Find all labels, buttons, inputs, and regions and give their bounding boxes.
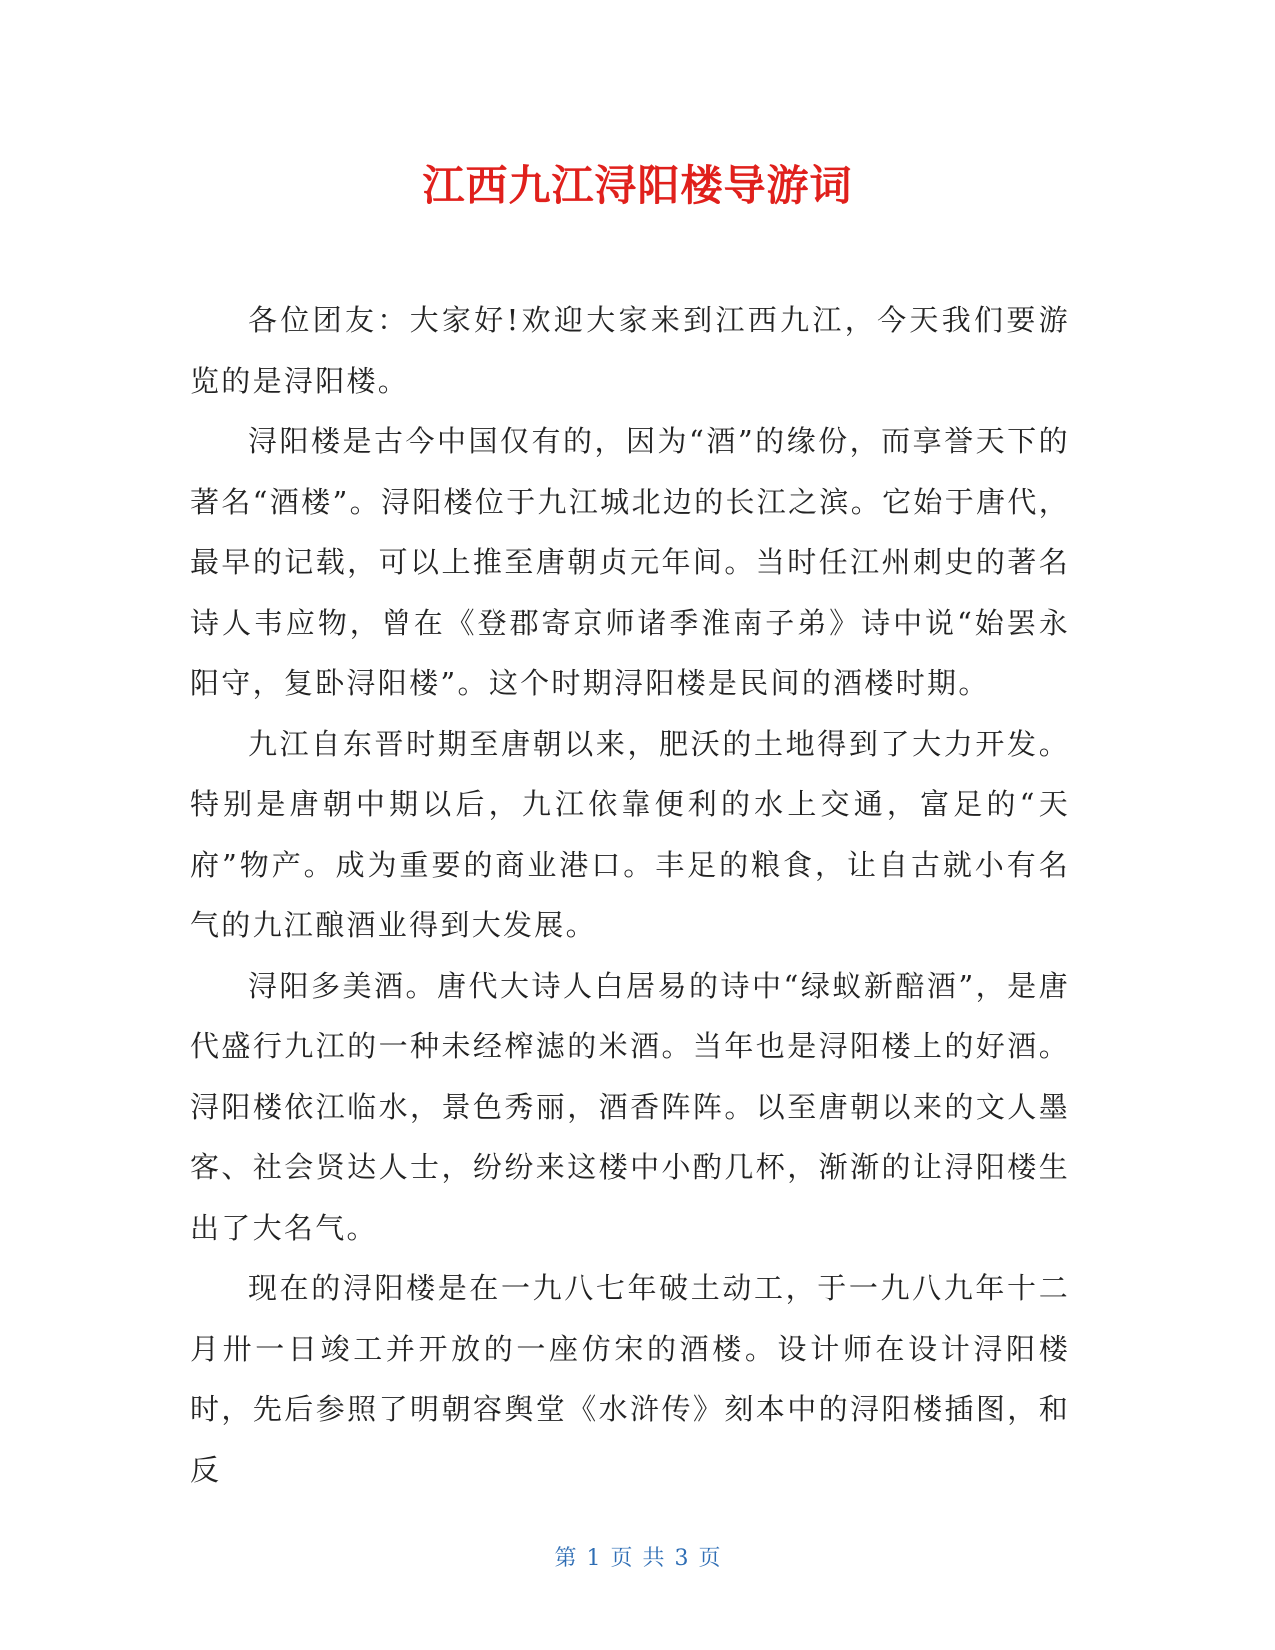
document-body [190, 290, 1070, 1500]
paragraph-modern-building: 现在的浔阳楼是在一九八七年破土动工，于一九八九年十二月卅一日竣工并开放的一座仿宋的酒楼。设计师在设计浔阳楼时，先后参照了明朝容舆堂《水浒传》刻本中的浔阳楼插图，和反 [190, 1271, 1070, 1487]
paragraph-greeting: 各位团友：大家好!欢迎大家来到江西九江，今天我们要游览的是浔阳楼。 [190, 303, 1070, 398]
total-label: 共 [642, 1546, 665, 1571]
page-number-footer [0, 1544, 1275, 1574]
current-page-number: 1 [586, 1546, 601, 1571]
total-pages-number: 3 [674, 1546, 689, 1571]
page-label-suffix: 页 [698, 1546, 721, 1571]
document-title: 江西九江浔阳楼导游词 [422, 161, 853, 210]
page-label-mid: 页 [610, 1546, 633, 1571]
paragraph-wine: 浔阳多美酒。唐代大诗人白居易的诗中“绿蚁新醅酒”，是唐代盛行九江的一种未经榨滤的米酒。当年也是浔阳楼上的好酒。浔阳楼依江临水，景色秀丽，酒香阵阵。以至唐朝以来的文人墨客、社会贤达人士，纷纷来这楼中小酌几杯，渐渐的让浔阳楼生出了大名气。 [190, 968, 1070, 1245]
paragraph-development: 九江自东晋时期至唐朝以来，肥沃的土地得到了大力开发。特别是唐朝中期以后，九江依靠便利的水上交通，富足的“天府”物产。成为重要的商业港口。丰足的粮食，让自古就小有名气的九江酿酒业得到大发展。 [190, 726, 1070, 942]
page-label-prefix: 第 [554, 1546, 577, 1571]
paragraph-history: 浔阳楼是古今中国仅有的，因为“酒”的缘份，而享誉天下的著名“酒楼”。浔阳楼位于九江城北边的长江之滨。它始于唐代，最早的记载，可以上推至唐朝贞元年间。当时任江州刺史的著名诗人韦应物，曾在《登郡寄京师诸季淮南子弟》诗中说“始罢永阳守，复卧浔阳楼”。这个时期浔阳楼是民间的酒楼时期。 [190, 424, 1070, 700]
